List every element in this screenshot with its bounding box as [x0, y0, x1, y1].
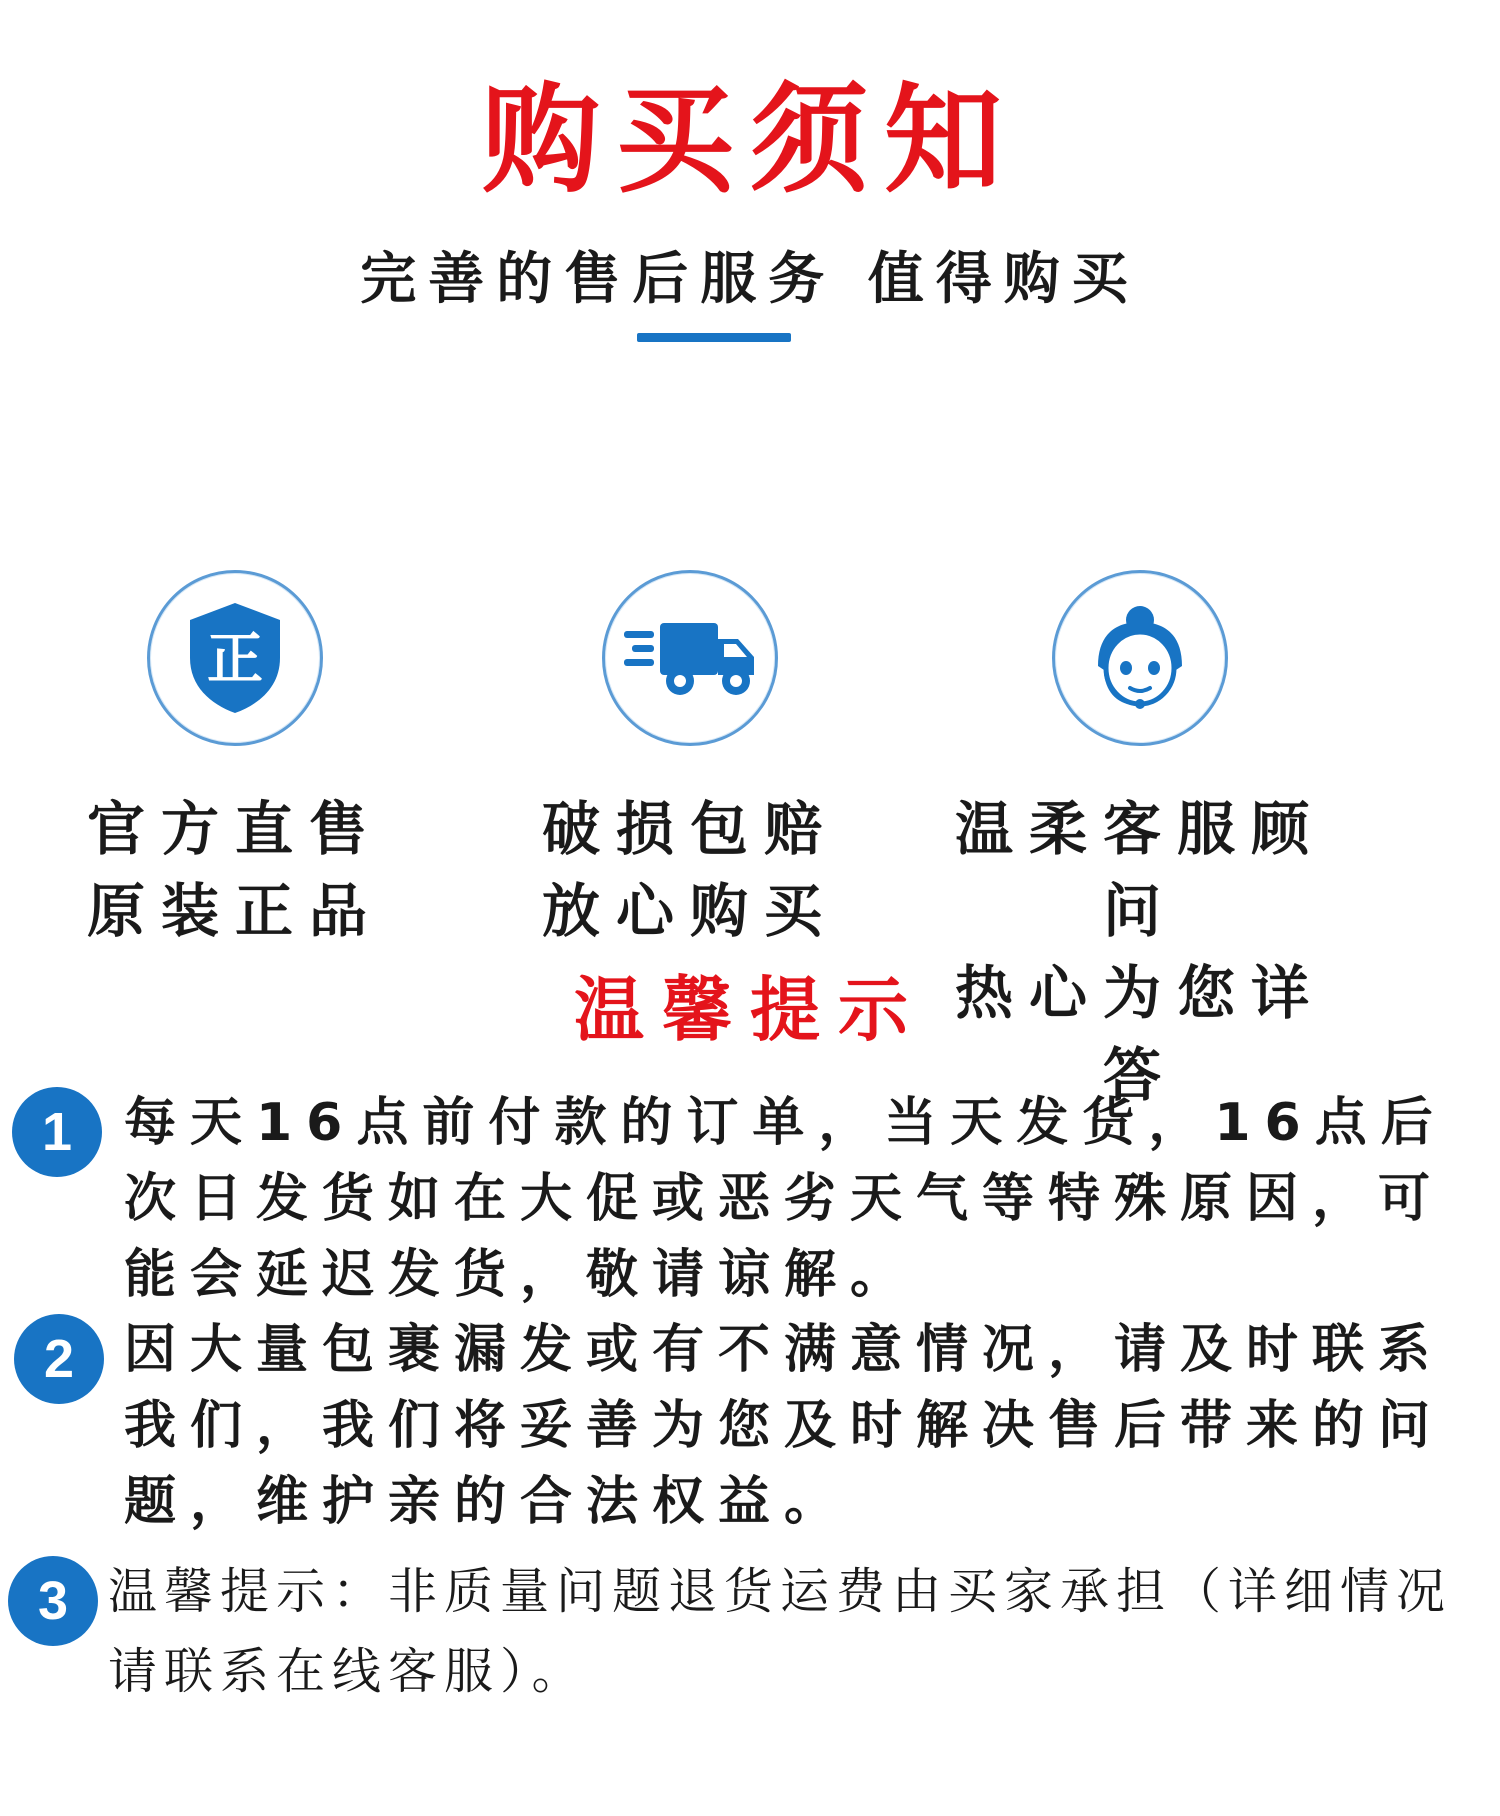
svg-text:正: 正: [207, 627, 263, 692]
feature-line-2: 热心为您详答: [954, 959, 1325, 1109]
page-title: 购买须知: [481, 70, 1018, 209]
tip-number-badge: 1: [12, 1087, 102, 1177]
shield-icon: [180, 598, 290, 718]
feature-compensation: [480, 570, 900, 952]
subtitle-underline: [637, 333, 791, 342]
feature-icon-ring: [1052, 570, 1228, 746]
tips-title: 温馨提示: [574, 969, 926, 1051]
tip-number-badge: 3: [8, 1556, 98, 1646]
feature-icon-ring: [602, 570, 778, 746]
customer-service-icon: [1080, 598, 1200, 718]
tip-number-badge: 2: [14, 1314, 104, 1404]
truck-icon: [620, 613, 760, 703]
feature-line-1: 温柔客服顾问: [954, 795, 1325, 945]
feature-line-2: 放心购买: [541, 877, 838, 945]
feature-line-2: 原装正品: [86, 877, 383, 945]
feature-line-1: 官方直售: [86, 795, 383, 863]
feature-official: [25, 570, 445, 952]
tip-text: 温馨提示：非质量问题退货运费由买家承担（详细情况请联系在线客服）。: [108, 1563, 1453, 1700]
feature-line-1: 破损包赔: [541, 795, 838, 863]
feature-icon-ring: [147, 570, 323, 746]
tip-text: 每天16点前付款的订单，当天发货，16点后次日发货如在大促或恶劣天气等特殊原因，可能会延迟发货，敬请谅解。: [124, 1093, 1447, 1305]
tip-text: 因大量包裹漏发或有不满意情况，请及时联系我们，我们将妥善为您及时解决售后带来的问题，维护亲的合法权益。: [124, 1320, 1445, 1532]
page-subtitle: 完善的售后服务 值得购买: [360, 247, 1140, 312]
